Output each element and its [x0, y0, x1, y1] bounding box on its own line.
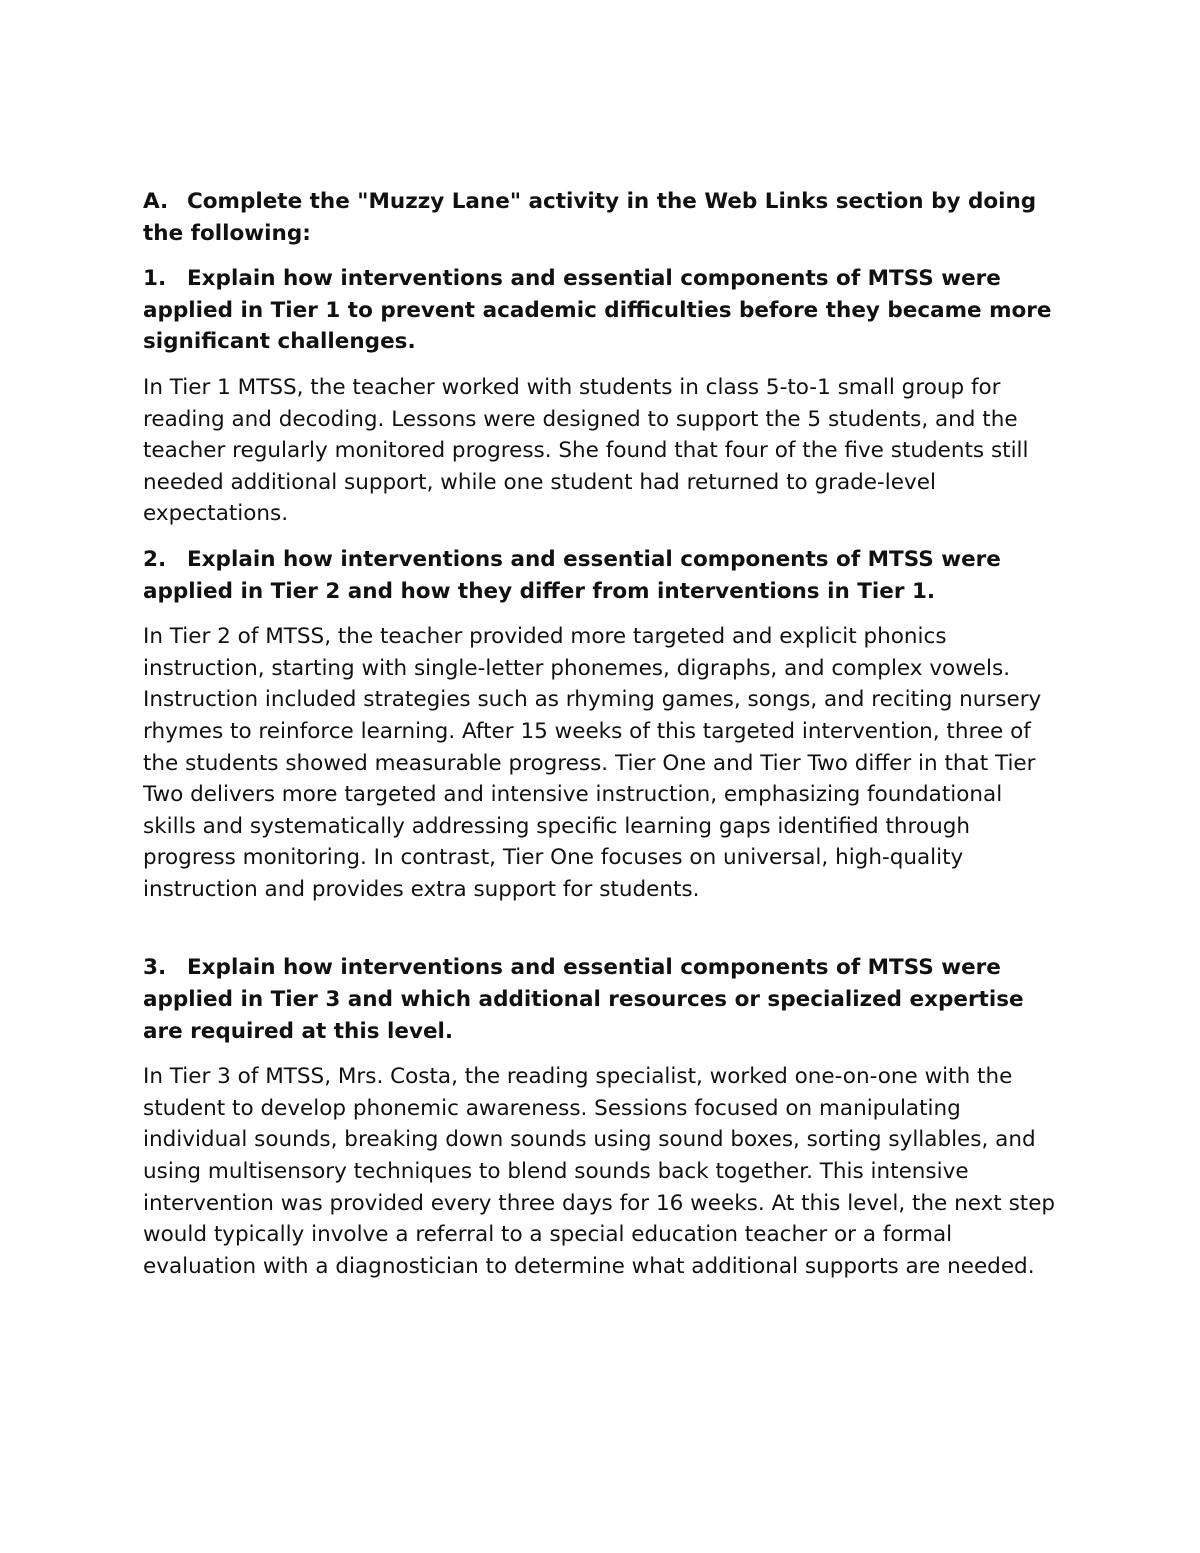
question-2-answer: In Tier 2 of MTSS, the teacher provided more targeted and explicit phonics instruction, starting with single-letter phonemes, digraphs, and complex vowels. Instruction included strategies such as rhyming games, songs, and reciting nursery rhymes to reinforce learning. After 15 weeks of this targeted intervention, three of the students showed measurable progress. Tier One and Tier Two differ in that Tier Two delivers more targeted and intensive instruction, emphasizing foundational skills and systematically addressing specific learning gaps identified through progress monitoring. In contrast, Tier One focuses on universal, high-quality instruction and provides extra support for students.: [143, 624, 1042, 902]
question-1-number: 1.: [143, 266, 167, 292]
question-1-prompt-text: Explain how interventions and essential components of MTSS were applied in Tier 1 to prevent academic difficulties before they became more significant challenges.: [143, 266, 1052, 355]
document-page: [143, 186, 1058, 1282]
spacer: [143, 905, 1058, 952]
question-3-answer: In Tier 3 of MTSS, Mrs. Costa, the reading specialist, worked one-on-one with the student to develop phonemic awareness. Sessions focused on manipulating individual sounds, breaking down sounds using sound boxes, sorting syllables, and using multisensory techniques to blend sounds back together. This intensive intervention was provided every three days for 16 weeks. At this level, the next step would typically involve a referral to a special education teacher or a formal evaluation with a diagnostician to determine what additional supports are needed.: [143, 1064, 1056, 1279]
question-2-prompt: [143, 544, 1058, 607]
intro-heading: [143, 186, 1058, 249]
question-3-prompt-text: Explain how interventions and essential components of MTSS were applied in Tier 3 and which additional resources or specialized expertise are required at this level.: [143, 955, 1024, 1044]
question-3-number: 3.: [143, 955, 167, 981]
question-2-prompt-text: Explain how interventions and essential components of MTSS were applied in Tier 2 and how they differ from interventions in Tier 1.: [143, 546, 1001, 604]
spacer: [143, 249, 1058, 263]
intro-label: A.: [143, 189, 169, 214]
spacer: [143, 358, 1058, 372]
question-1-prompt: [143, 263, 1058, 358]
intro-text: Complete the "Muzzy Lane" activity in the Web Links section by doing the following:: [143, 189, 1037, 246]
question-2-number: 2.: [143, 546, 167, 572]
spacer: [143, 1047, 1058, 1061]
spacer: [143, 530, 1058, 544]
question-1-answer: In Tier 1 MTSS, the teacher worked with students in class 5-to-1 small group for reading and decoding. Lessons were designed to support the 5 students, and the teacher regularly monitored progress. She found that four of the five students still needed additional support, while one student had returned to grade-level expectations.: [143, 374, 1029, 527]
question-3-prompt: [143, 952, 1058, 1047]
spacer: [143, 607, 1058, 621]
